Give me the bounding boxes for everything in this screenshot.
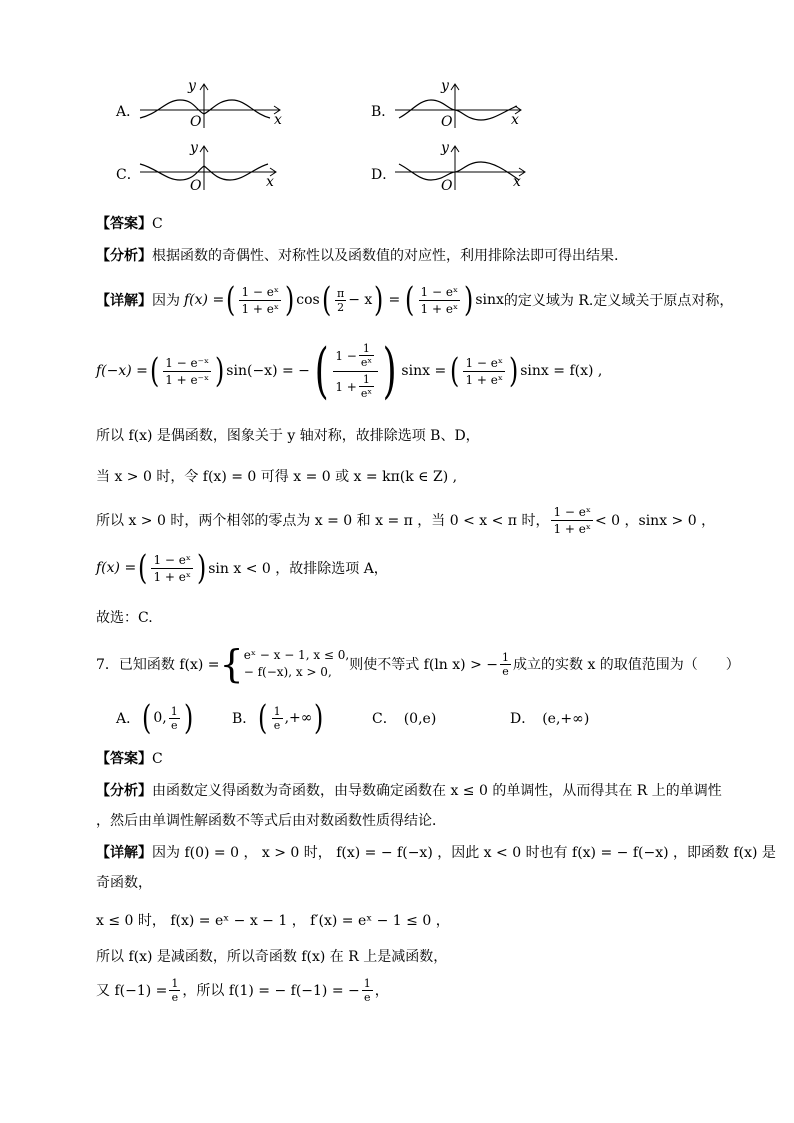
q6-analysis: 【分析】根据函数的奇偶性、对称性以及函数值的对应性，利用排除法即可得出结果. [96,248,619,264]
q6-detail-line2: f(−x) = ( $\frac{\text{1 − e⁻ˣ}}{\text{1 + e⁻ˣ}}$ ) sin(−x) = − ( 1 − $\frac{1}{\text{eˣ}}$ 1 + $\frac{1}{\text{eˣ}}$ ) sinx = ( $\frac{\text{1 − eˣ}}{\text{1 + eˣ}}$ ) sinx = f(x) , [96,336,603,406]
q7-option-b: B． ( $\frac{1}{e}$ ,+∞ ) [232,698,324,738]
graph-a-x: x [274,112,282,128]
graph-b-x: x [511,112,519,128]
q6-detail-line5: 所以 x > 0 时，两个相邻的零点为 x = 0 和 x = π ，当 0 < x < π 时， $\frac{\text{1 − eˣ}}{\text{1 + eˣ}}$ < 0 ，sinx > 0 ， [96,504,716,536]
q7-option-d: D． (e,+∞) [510,711,590,727]
option-c-label: C． [116,167,141,183]
graph-b [393,78,543,130]
q6-conclusion: 故选：C. [96,610,153,626]
q7-detail-line3: x ≤ 0 时， f(x) = eˣ − x − 1 ， f′(x) = eˣ − 1 ≤ 0 ， [96,913,450,929]
graph-c-y: y [190,140,198,156]
q7-detail-line4: 所以 f(x) 是减函数，所以奇函数 f(x) 在 R 上是减函数， [96,949,448,965]
option-b-label: B． [371,104,396,120]
graph-a-y: y [188,78,196,94]
graph-b-o: O [441,114,453,130]
q7-analysis-line2: ，然后由单调性解函数不等式后由对数函数性质得结论． [96,813,446,829]
q6-detail-line3: 所以 f(x) 是偶函数，图象关于 y 轴对称，故排除选项 B、D， [96,428,480,444]
q6-detail-line6: f(x) = ( $\frac{\text{1 − eˣ}}{\text{1 + eˣ}}$ ) sin x < 0 ，故排除选项 A， [96,548,388,588]
q6-detail-line1: 【详解】 因为 f(x) = ( $\frac{\text{1 − eˣ}}{\text{1 + eˣ}}$ ) cos ( $\frac{\pi}{2}$ − x ) = ( $\frac{\text{1 − eˣ}}{\text{1 + eˣ}}$ ) sinx 的定义域为 R.定义域关于原点对称， [96,280,734,320]
q7-analysis-line1: 【分析】由函数定义得函数为奇函数，由导数确定函数在 x ≤ 0 的单调性，从而得其在 R 上的单调性 [96,783,722,799]
q7-answer: 【答案】C [96,751,163,767]
graph-d-o: O [441,178,453,192]
q7-option-c: C． (0,e) [372,711,437,727]
option-a-label: A． [116,104,141,120]
graph-c [138,140,288,192]
q6-answer: 【答案】C [96,216,163,232]
graph-a [138,78,288,130]
graph-c-o: O [190,178,202,192]
graph-a-o: O [190,114,202,130]
option-d-label: D． [371,167,397,183]
q7-stem: 7．已知函数 f(x) = { eˣ − x − 1, x ≤ 0, − f(−x), x > 0, 则使不等式 f(ln x) > − $\frac{1}{e}$ 成立的实数 x 的取值范围为（ ） [96,642,740,686]
q6-detail-line4: 当 x > 0 时，令 f(x) = 0 可得 x = 0 或 x = kπ(k ∈ Z) , [96,469,458,485]
graph-d [393,140,543,192]
graph-d-x: x [513,174,521,190]
graph-b-y: y [441,78,449,94]
q7-detail-line2: 奇函数， [96,875,152,891]
graph-d-y: y [441,140,449,156]
q7-detail-line1: 【详解】因为 f(0) = 0 ， x > 0 时， f(x) = − f(−x) ，因此 x < 0 时也有 f(x) = − f(−x) ，即函数 f(x) 是 [96,845,776,861]
graph-c-x: x [266,174,274,190]
q7-detail-line5: 又 f(−1) = $\frac{1}{e}$ ，所以 f(1) = − f(−1) = − $\frac{1}{e}$ ， [96,976,389,1004]
q7-option-a: A． ( 0, $\frac{1}{e}$ ) [116,698,194,738]
